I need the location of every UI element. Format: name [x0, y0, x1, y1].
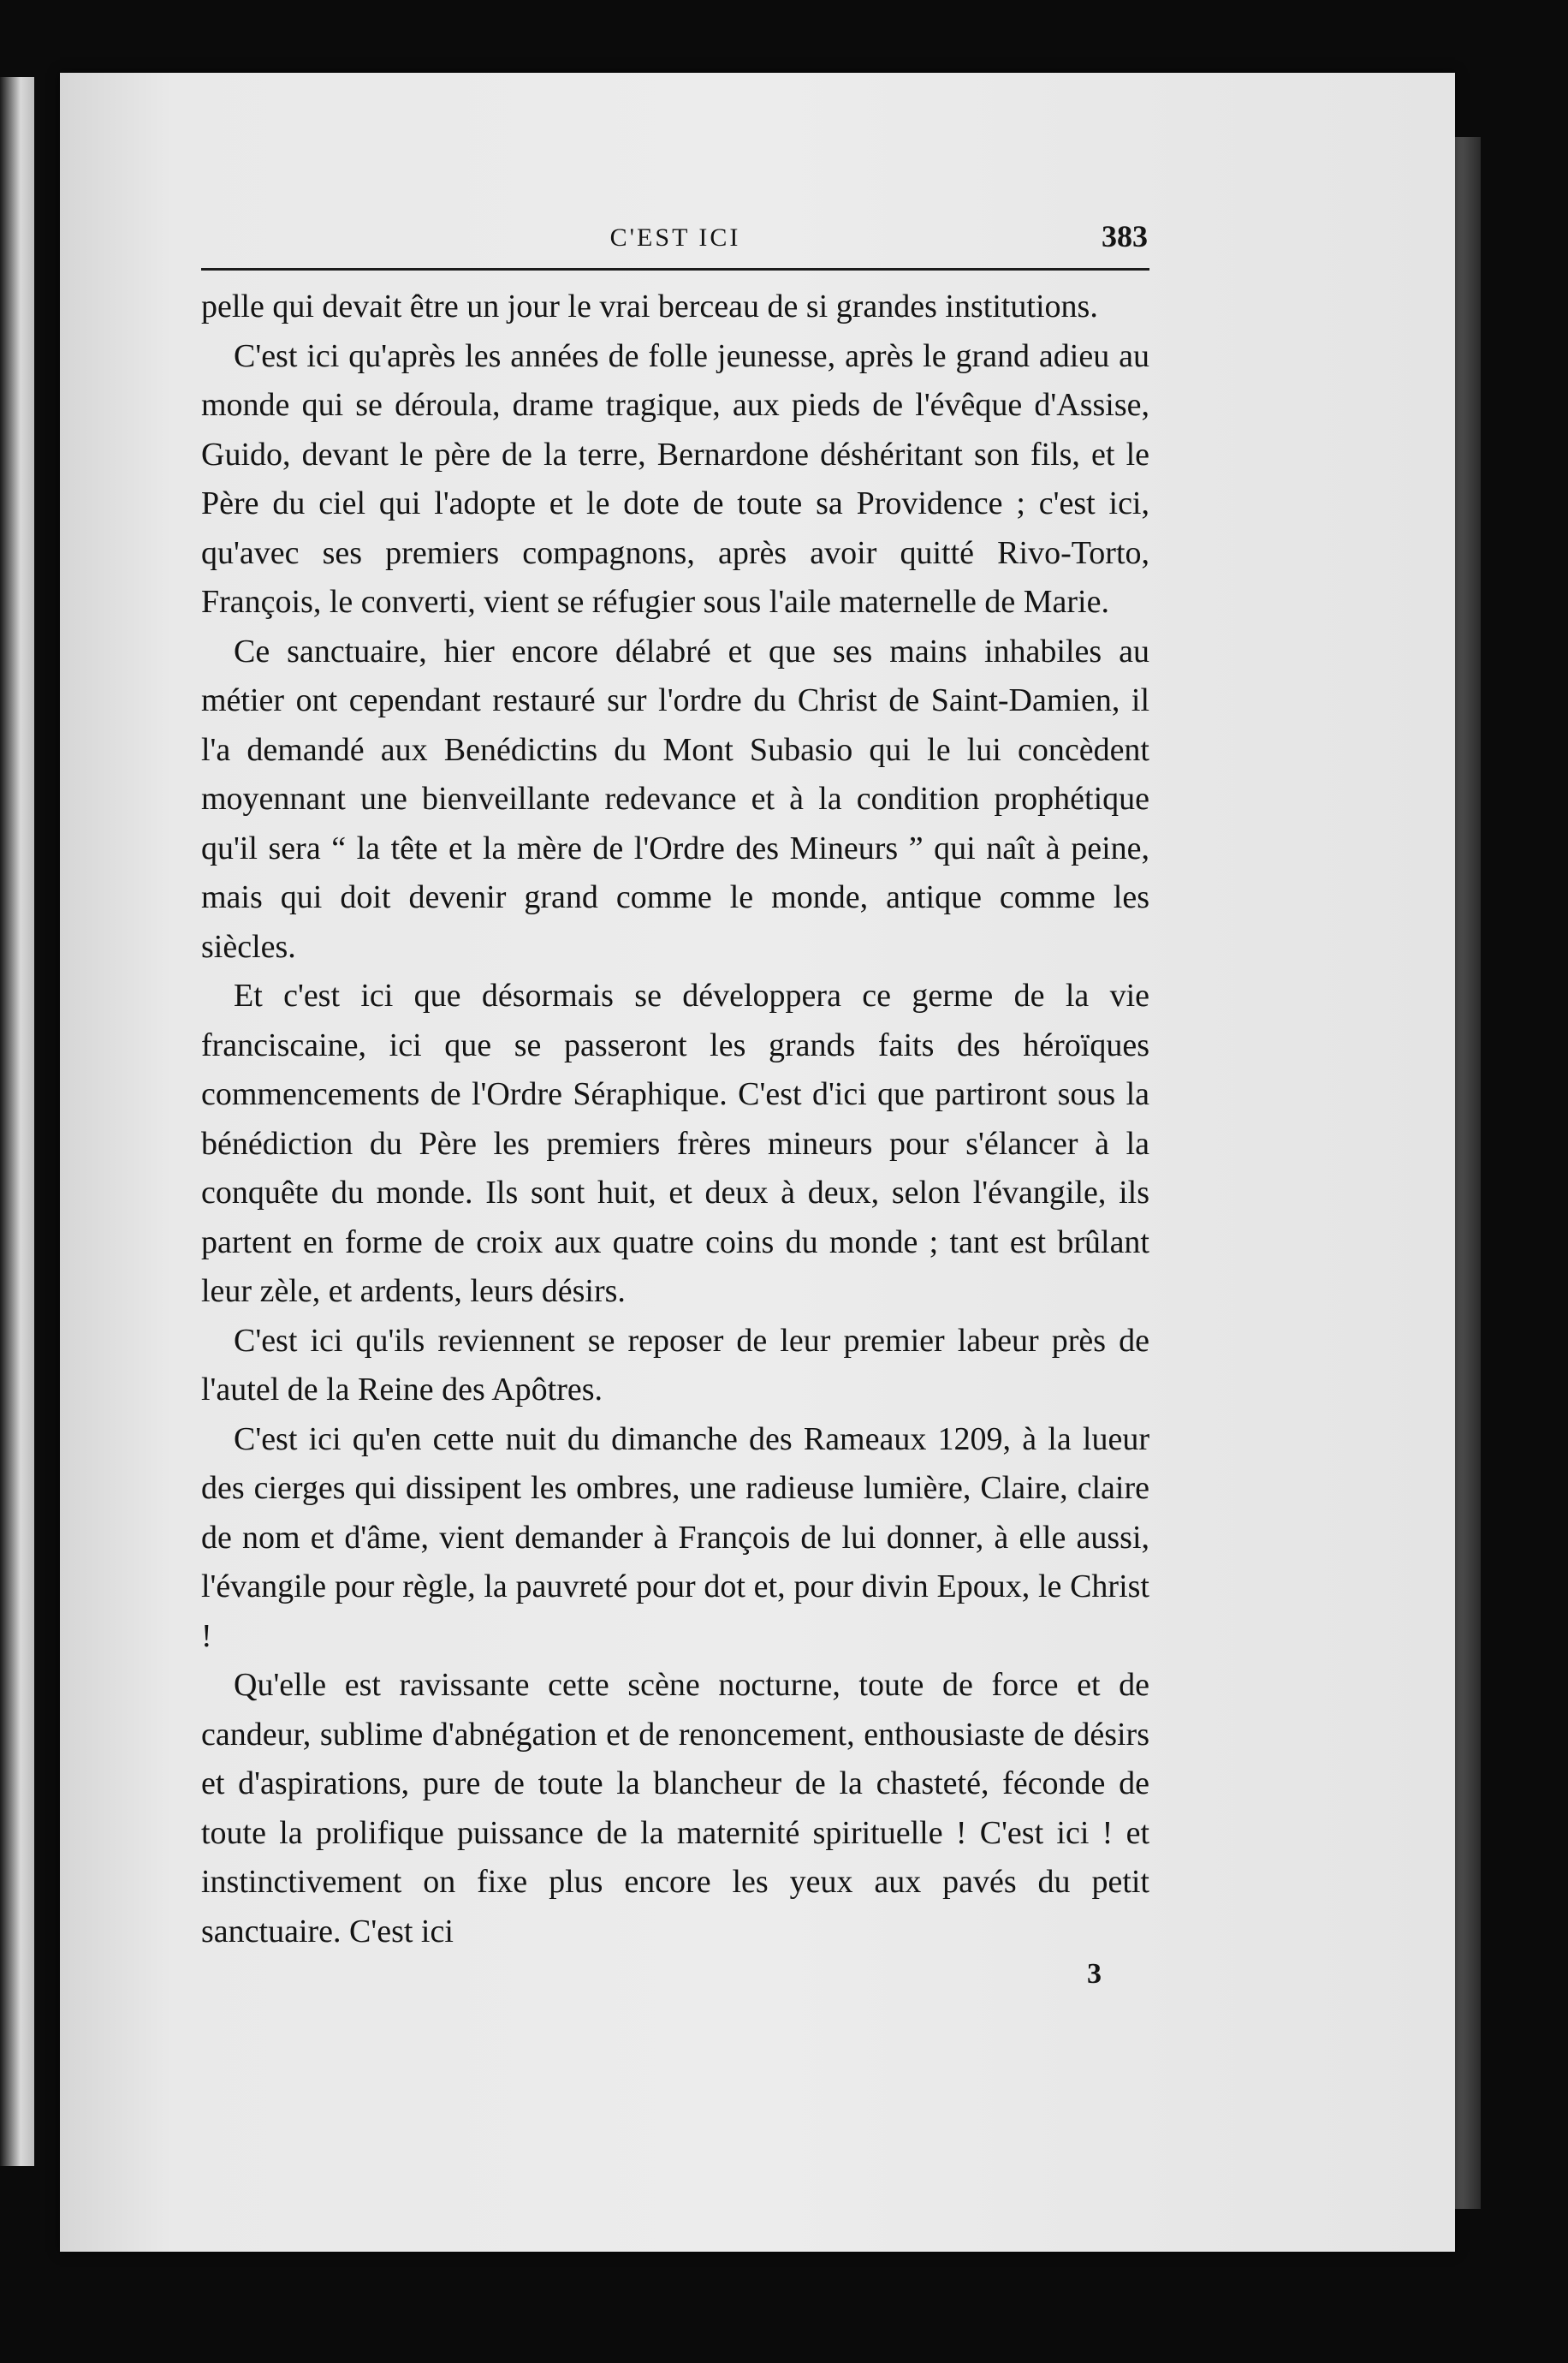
paragraph: Ce sanctuaire, hier encore délabré et que ses mains inhabiles au métier ont cependant restauré sur l'ordre du Christ de Saint-Damien, il l'a demandé aux Benédictins du Mont Subasio qui le lui concèdent moyennant une bienveillante redevance et à la condition prophétique qu'il sera “ la tête et la mère de l'Ordre des Mineurs ” qui naît à peine, mais qui doit devenir grand comme le monde, antique comme les siècles.	[201, 633, 1149, 965]
page-number: 383	[1102, 219, 1148, 253]
signature-mark: 3	[1087, 1958, 1102, 1990]
paragraph: C'est ici qu'ils reviennent se reposer de leur premier labeur près de l'autel de la Reine des Apôtres.	[201, 1322, 1149, 1408]
page-content	[201, 218, 1149, 1991]
paragraph: C'est ici qu'en cette nuit du dimanche des Rameaux 1209, à la lueur des cierges qui dissipent les ombres, une radieuse lumière, Claire, claire de nom et d'âme, vient demander à François de lui donner, à elle aussi, l'évangile pour règle, la pauvreté pour dot et, pour divin Epoux, le Christ !	[201, 1420, 1149, 1654]
book-fore-edge-shadow	[1455, 137, 1481, 2209]
paragraph: Qu'elle est ravissante cette scène nocturne, toute de force et de candeur, sublime d'abnégation et de renoncement, enthousiaste de désirs et d'aspirations, pure de toute la blancheur de la chasteté, féconde de toute la prolifique puissance de la maternité spirituelle ! C'est ici ! et instinctivement on fixe plus encore les yeux aux pavés du petit sanctuaire. C'est ici	[201, 1667, 1149, 1949]
paragraph: C'est ici qu'après les années de folle jeunesse, après le grand adieu au monde qui se déroula, drame tragique, aux pieds de l'évêque d'Assise, Guido, devant le père de la terre, Bernardone déshéritant son fils, et le Père du ciel qui l'adopte et le dote de toute sa Providence ; c'est ici, qu'avec ses premiers compagnons, après avoir quitté Rivo-Torto, François, le converti, vient se réfugier sous l'aile maternelle de Marie.	[201, 337, 1149, 620]
body-text	[201, 283, 1149, 1956]
running-title: C'EST ICI	[609, 223, 741, 252]
paragraph-continuation: pelle qui devait être un jour le vrai berceau de si grandes institutions.	[201, 289, 1098, 324]
paragraph: Et c'est ici que désormais se développera ce germe de la vie franciscaine, ici que se passeront les grands faits des héroïques commencements de l'Ordre Séraphique. C'est d'ici que partiront sous la bénédiction du Père les premiers frères mineurs pour s'élancer à la conquête du monde. Ils sont huit, et deux à deux, selon l'évangile, ils partent en forme de croix aux quatre coins du monde ; tant est brûlant leur zèle, et ardents, leurs désirs.	[201, 978, 1149, 1309]
facing-page-edge	[0, 77, 34, 2166]
running-head	[201, 218, 1149, 271]
